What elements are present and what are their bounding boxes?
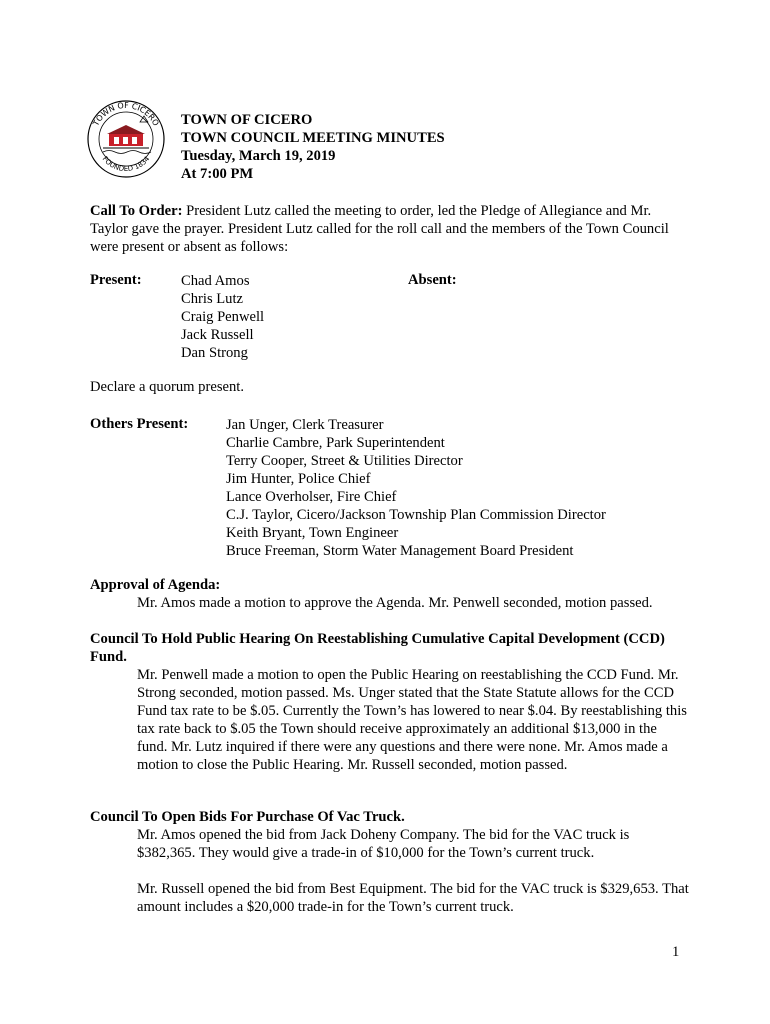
ccd-section [90,630,690,774]
header-town: TOWN OF CICERO [181,112,313,128]
document-header [181,111,445,183]
svg-text:TOWN OF CICERO: TOWN OF CICERO [91,100,161,128]
call-to-order-label: Call To Order: [90,203,183,219]
header-date: Tuesday, March 19, 2019 [181,148,336,164]
agenda-section [90,576,690,612]
vac-bid-doheny: Mr. Amos opened the bid from Jack Doheny Company. The bid for the VAC truck is $382,365. They would give a trade-in of $10,000 for the Town’s current truck. [137,827,630,861]
agenda-heading: Approval of Agenda: [90,577,221,593]
present-list [181,272,264,362]
others-present-person: C.J. Taylor, Cicero/Jackson Township Plan Commission Director [226,507,606,523]
present-member: Craig Penwell [181,309,265,325]
present-member: Chris Lutz [181,291,244,307]
absent-label: Absent: [408,272,457,288]
others-present-person: Charlie Cambre, Park Superintendent [226,435,445,451]
header-time: At 7:00 PM [181,166,254,182]
vac-heading: Council To Open Bids For Purchase Of Vac Truck. [90,809,405,825]
agenda-text: Mr. Amos made a motion to approve the Agenda. Mr. Penwell seconded, motion passed. [137,595,653,611]
others-present-person: Bruce Freeman, Storm Water Management Board President [226,543,574,559]
vac-section [90,808,690,916]
others-present-label: Others Present: [90,416,189,432]
present-member: Jack Russell [181,327,254,343]
others-present-person: Jim Hunter, Police Chief [226,471,371,487]
vac-bid-best-equipment: Mr. Russell opened the bid from Best Equipment. The bid for the VAC truck is $329,653. That amount includes a $20,000 trade-in for the Town’s current truck. [137,881,689,915]
town-seal-logo [85,98,167,180]
others-present-person: Terry Cooper, Street & Utilities Director [226,453,463,469]
others-present-person: Lance Overholser, Fire Chief [226,489,397,505]
present-label: Present: [90,272,142,288]
call-to-order-text: President Lutz called the meeting to order, led the Pledge of Allegiance and Mr. Taylor gave the prayer. President Lutz called for the roll call and the members of the Town Council were present or absent as follows: [90,203,669,255]
present-member: Chad Amos [181,273,250,289]
call-to-order-section [90,202,690,256]
page-number: 1 [672,944,680,960]
ccd-heading: Council To Hold Public Hearing On Reestablishing Cumulative Capital Development (CCD) Fund. [90,631,665,665]
others-present-person: Keith Bryant, Town Engineer [226,525,399,541]
present-member: Dan Strong [181,345,248,361]
others-present-person: Jan Unger, Clerk Treasurer [226,417,384,433]
ccd-text: Mr. Penwell made a motion to open the Public Hearing on reestablishing the CCD Fund. Mr. Strong seconded, motion passed. Ms. Unger stated that the State Statute allows for the CCD Fund tax rate to be $.05. Currently the Town’s has lowered to near $.04. By reestablishing this tax rate back to $.05 the Town should receive approximately an additional $13,000 in the fund. Mr. Lutz inquired if there were any questions and there were none. Mr. Amos made a motion to close the Public Hearing. Mr. Russell seconded, motion passed. [137,667,687,773]
header-title: TOWN COUNCIL MEETING MINUTES [181,130,445,146]
others-present-list [226,416,606,560]
svg-text:FOUNDED 1834: FOUNDED 1834 [100,154,152,174]
quorum-text: Declare a quorum present. [90,379,244,395]
